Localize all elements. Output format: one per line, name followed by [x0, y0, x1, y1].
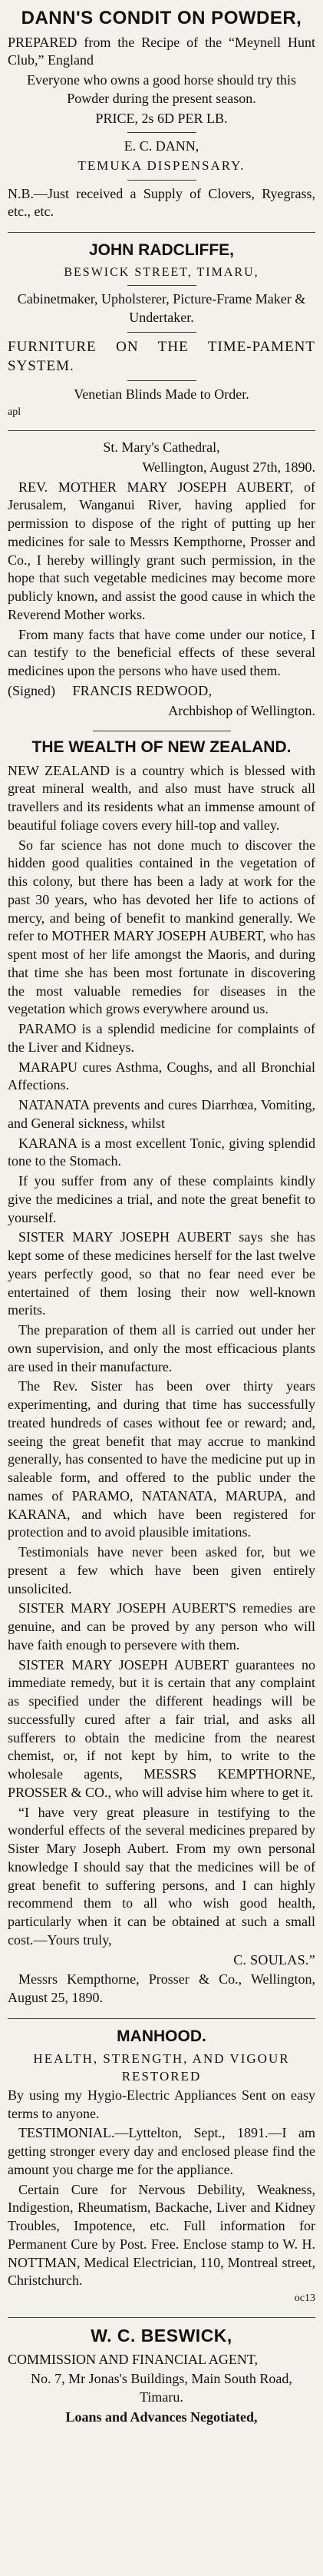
wealth-genuine: SISTER MARY JOSEPH AUBERT'S remedies are genuine, and can be proved by any person who will have faith enough to persevere with them. — [8, 1600, 315, 1653]
wealth-testimonial-soulas: “I have very great pleasure in testifying to the wonderful effects of the several medicines prepared by Sister Mary Joseph Aubert. From my own personal knowledge I should say that the medicines will be of great benefit to suffering persons, and I can highly recommend them to all who wish good health, particularly when it can be obtained at such a small cost.—Yours truly, — [8, 1804, 315, 1948]
manhood-appliances: By using my Hygio-Electric Appliances Sent on easy terms to anyone. — [8, 2087, 315, 2121]
letter-signer: FRANCIS REDWOOD, — [72, 682, 213, 698]
manhood-cure: Certain Cure for Nervous Debility, Weakness, Indigestion, Rheumatism, Backache, Liver and Kidney Troubles, Impotence, etc. Full information for Permanent Cure by Post. Free. Enclose stamp to W. H. NOTTMAN, Medical Electrician, 110, Montreal street, Christchurch. — [8, 2181, 315, 2289]
wealth-karana: KARANA is a most excellent Tonic, giving splendid tone to the Stomach. — [8, 1135, 315, 1169]
divider — [127, 332, 196, 333]
dann-price: PRICE, 2s 6D PER LB. — [95, 110, 228, 126]
divider — [8, 2317, 315, 2318]
wealth-trial: If you suffer from any of these complaints kindly give the medicines a trial, and note the great benefit to yourself. — [8, 1173, 315, 1225]
wealth-paramo: PARAMO is a splendid medicine for complaints of the Liver and Kidneys. — [8, 1021, 315, 1055]
wealth-soulas-sign: C. SOULAS.” — [233, 1951, 315, 1968]
letter-place: St. Mary's Cathedral, — [103, 439, 220, 456]
divider — [127, 132, 196, 133]
radcliffe-ref: apl — [8, 406, 21, 418]
radcliffe-furniture: FURNITURE ON THE TIME-PAMENT SYSTEM. — [8, 338, 315, 374]
radcliffe-name: JOHN RADCLIFFE, — [89, 241, 234, 260]
wealth-testimonials: Testimonials have never been asked for, but we present a few which have been given entirely unsolicited. — [8, 1544, 315, 1596]
wealth-science: So far science has not done much to discover the hidden good qualities contained in the vegetation of this colony, but there has been a lady at work for the past 30 years, who has devoted her life to actions of mercy, and being of benefit to mankind generally. We refer to MOTHER MARY JOSEPH AUBERT, who has spent most of her life amongst the Maoris, and during that time she has been most fortunate in discovering the most valuable remedies for diseases in the vegetation which grows everywhere around us. — [8, 837, 315, 1017]
wealth-sister: The Rev. Sister has been over thirty years experimenting, and during that time has successfully treated hundreds of cases without fee or reward; and, seeing the great benefit that may accrue to mankind generally, has consented to have the medicine put up in saleable form, and offered to the public under the names of PARAMO, NATANATA, MARUPA, and KARANA, and which have been registered for protection and to avoid plausible imitations. — [8, 1378, 315, 1540]
manhood-title: MANHOOD. — [117, 2027, 206, 2045]
divider — [127, 180, 196, 181]
dann-place: TEMUKA DISPENSARY. — [77, 158, 246, 174]
wealth-kept: SISTER MARY JOSEPH AUBERT says she has kept some of these medicines herself for the last twelve years perfectly good, so that no fear need ever be entertained of them losing their now well-known merits. — [8, 1229, 315, 1318]
radcliffe-trades: Cabinetmaker, Upholsterer, Picture-Frame Maker & Undertaker. — [17, 291, 306, 326]
dann-horse-text: Everyone who owns a good horse should try this Powder during the present season. — [27, 72, 296, 106]
beswick-loans: Loans and Advances Negotiated, — [65, 2409, 258, 2425]
wealth-title: THE WEALTH OF NEW ZEALAND. — [31, 738, 292, 757]
manhood-advert — [8, 2027, 315, 2306]
letter-body: REV. MOTHER MARY JOSEPH AUBERT, of Jerusalem, Wanganui River, having applied for permission to dispose of the right of putting up her medicines for sale to Messrs Kempthorne, Prosser and Co., I hereby willingly grant such permission, in the hope that such vegetable medicines may become more publicly known, and assist the good cause in which the Reverend Mother works. — [8, 479, 315, 622]
wealth-agents: Messrs Kempthorne, Prosser & Co., Wellington, August 25, 1890. — [8, 1971, 315, 2006]
dann-name: E. C. DANN, — [124, 138, 199, 154]
manhood-testimonial: TESTIMONIAL.—Lyttelton, Sept., 1891.—I am getting stronger every day and enclosed please find the amount you charge me for the appliance. — [8, 2125, 315, 2177]
wealth-advert — [8, 738, 315, 2007]
radcliffe-address: BESWICK STREET, TIMARU, — [64, 266, 259, 280]
divider — [127, 285, 196, 286]
manhood-subtitle: HEALTH, STRENGTH, AND VIGOUR RESTORED — [33, 2051, 290, 2084]
dann-advert — [8, 8, 315, 221]
dann-nb: N.B.—Just received a Supply of Clovers, Ryegrass, etc., etc. — [8, 185, 315, 220]
divider — [8, 430, 315, 431]
beswick-advert — [8, 2326, 315, 2427]
letter-signed: (Signed) — [8, 682, 55, 698]
radcliffe-advert — [8, 240, 315, 419]
letter-body-2: From many facts that have come under our notice, I can testify to the beneficial effects of these several medicines upon the persons who have used them. — [8, 626, 315, 679]
letter-signer-title: Archbishop of Wellington. — [168, 702, 315, 718]
wealth-natanata: NATANATA prevents and cures Diarrhœa, Vomiting, and General sickness, whilst — [8, 1097, 315, 1131]
divider — [127, 380, 196, 381]
manhood-ref: oc13 — [294, 2293, 315, 2305]
beswick-title: W. C. BESWICK, — [91, 2325, 232, 2346]
wealth-preparation: The preparation of them all is carried out under her own supervision, and only the most efficacious plants are used in their manufacture. — [8, 1322, 315, 1374]
divider — [8, 232, 315, 233]
wealth-marapu: MARAPU cures Asthma, Coughs, and all Bronchial Affections. — [8, 1059, 315, 1093]
wealth-intro: NEW ZEALAND is a country which is blessed with great mineral wealth, and also must have struck all travellers and its residents what an immense amount of beautiful foliage covers every hill-top and valley. — [8, 762, 315, 833]
dann-recipe-text: PREPARED from the Recipe of the “Meynell Hunt Club,” England — [8, 34, 315, 68]
letter-signature — [8, 682, 315, 701]
archbishop-letter — [8, 439, 315, 720]
beswick-address: No. 7, Mr Jonas's Buildings, Main South Road, Timaru. — [31, 2371, 292, 2405]
radcliffe-blinds: Venetian Blinds Made to Order. — [74, 386, 249, 402]
dann-title: DANN'S CONDIT ON POWDER, — [21, 8, 302, 28]
beswick-agent: COMMISSION AND FINANCIAL AGENT, — [8, 2351, 259, 2367]
wealth-guarantee: SISTER MARY JOSEPH AUBERT guarantees no immediate remedy, but it is certain that any complaint as specified under the different headings will be successfully cured after a fair trial, and asks all sufferers to obtain the medicine from the nearest chemist, or, if not kept by him, to write to the wholesale agents, MESSRS KEMPTHORNE, PROSSER & CO., who will advise him where to get it. — [8, 1656, 315, 1800]
divider — [8, 2018, 315, 2019]
letter-date: Wellington, August 27th, 1890. — [142, 459, 315, 475]
